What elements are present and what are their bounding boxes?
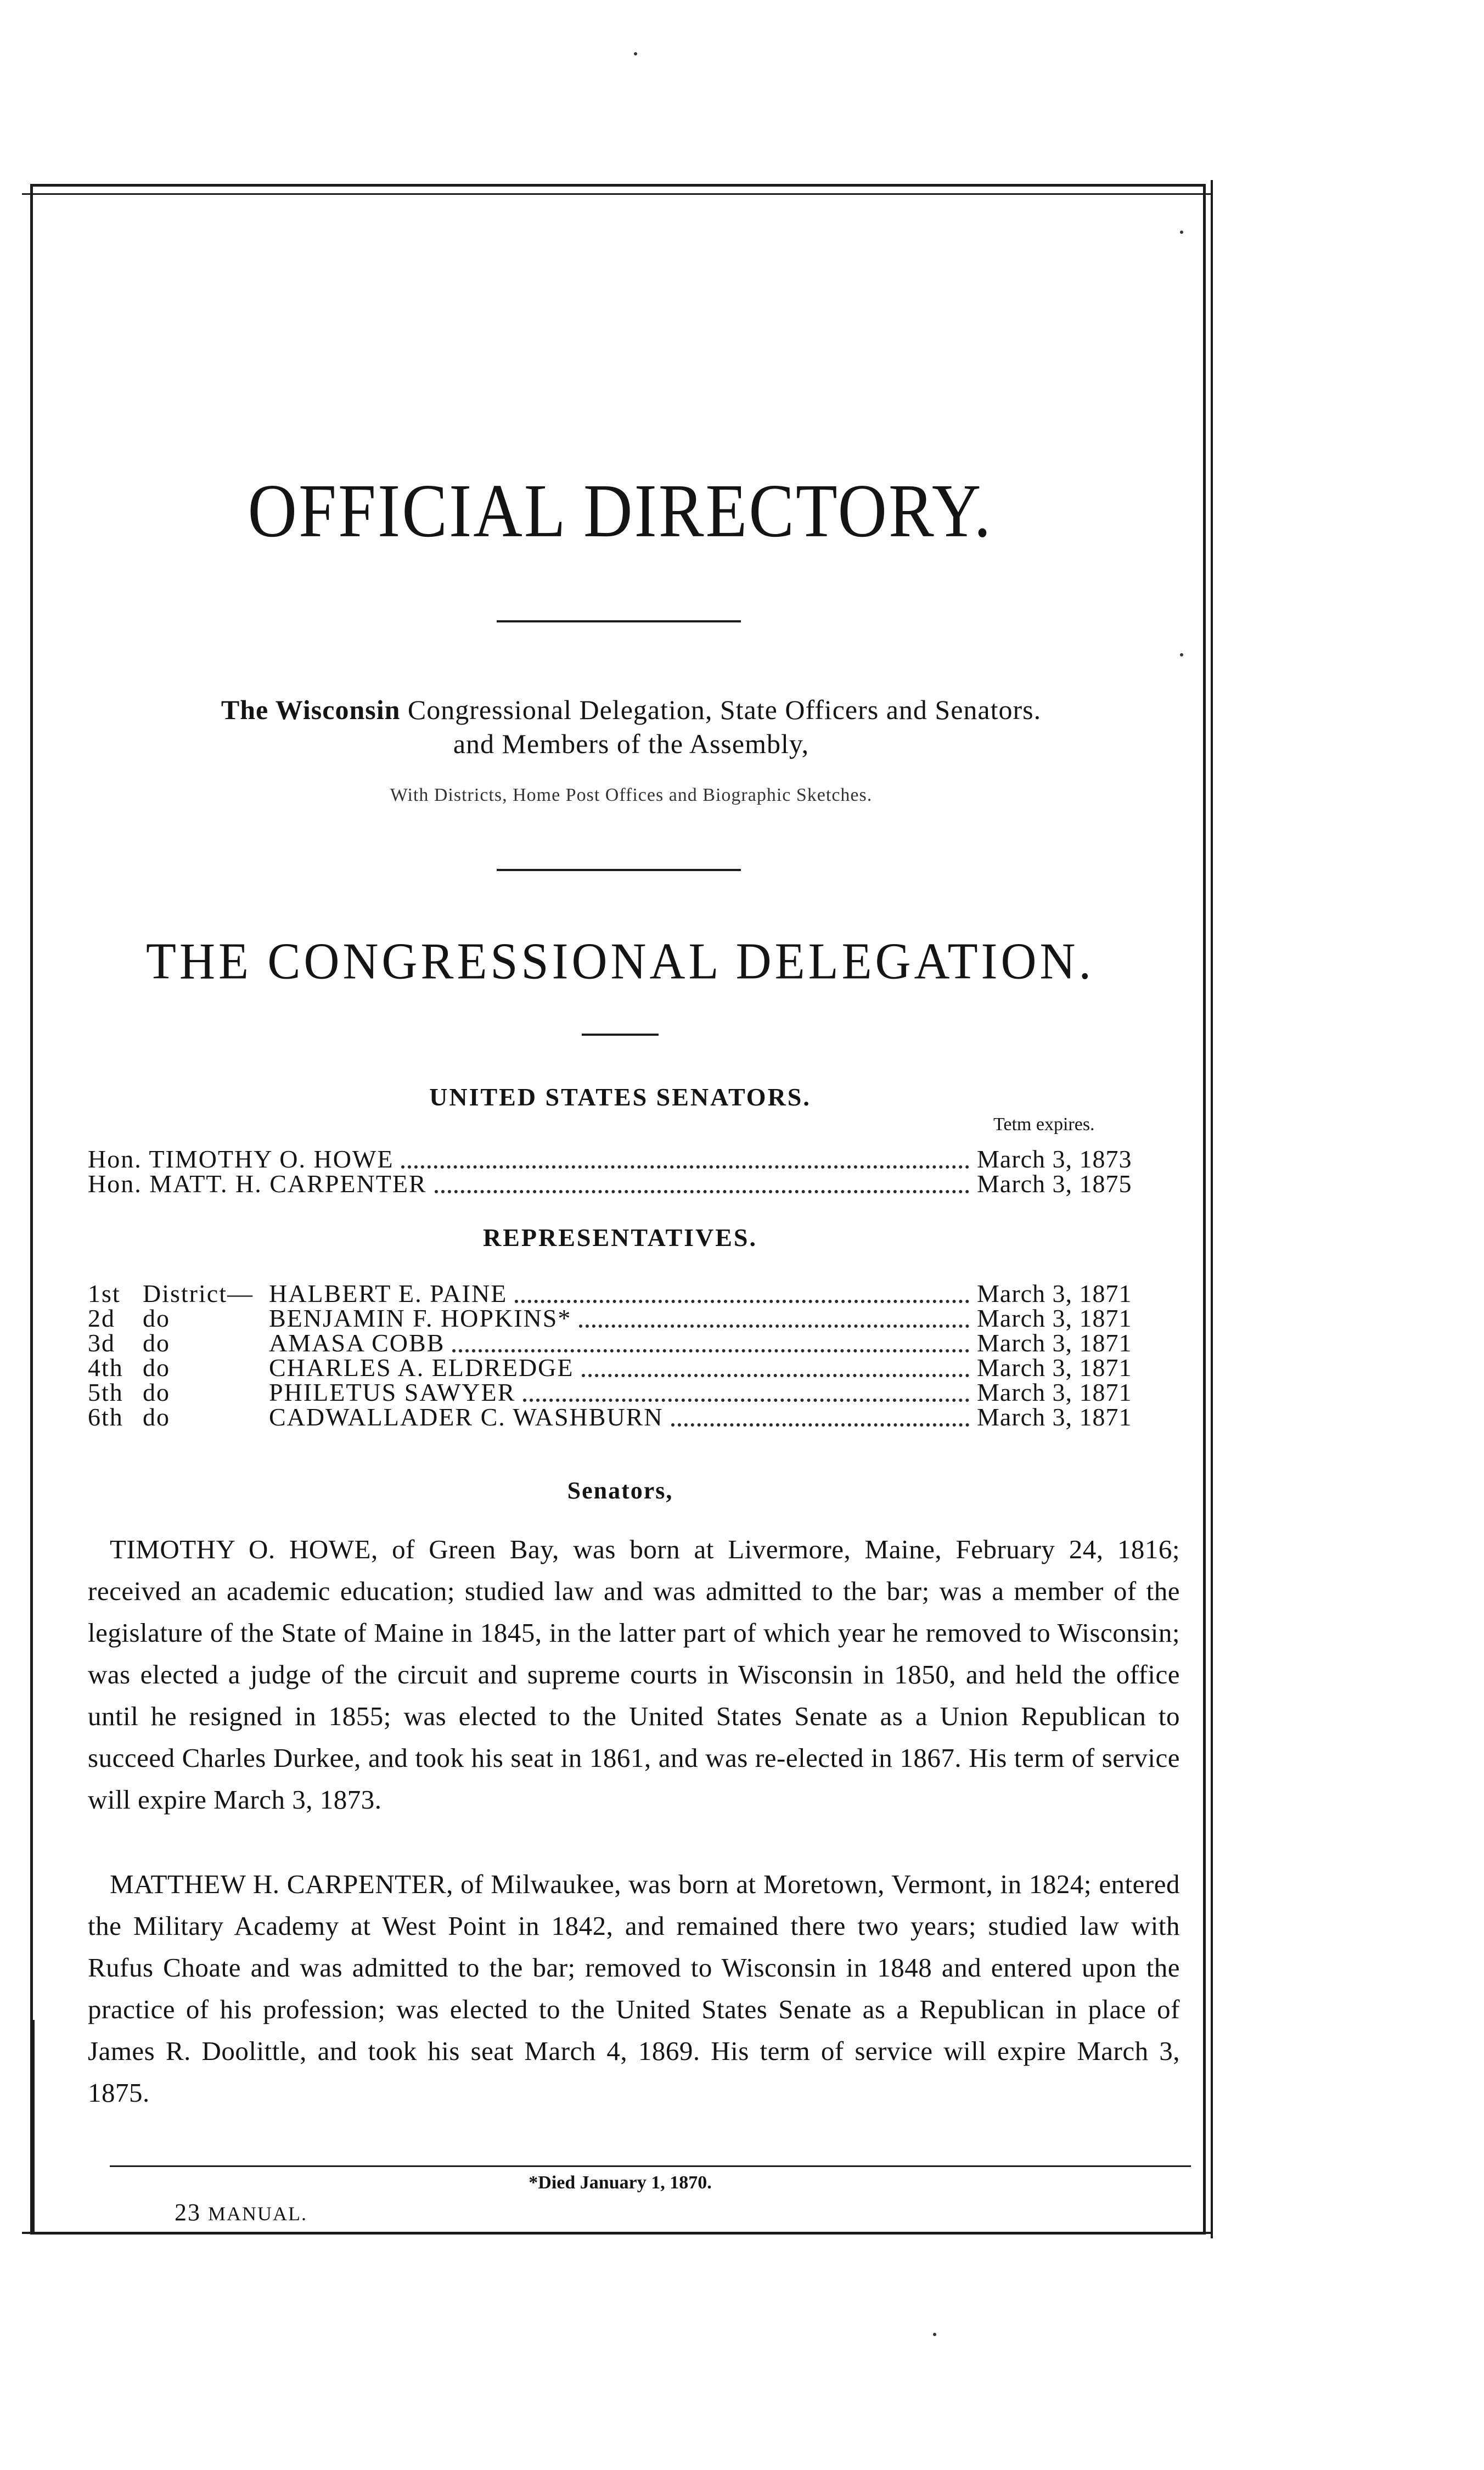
representative-name: BENJAMIN F. HOPKINS* xyxy=(269,1304,572,1332)
term-expires: March 3, 1871 xyxy=(977,1354,1132,1382)
signature-word: MANUAL. xyxy=(208,2203,307,2225)
leader-dots xyxy=(523,1399,969,1402)
district-label: 6th do xyxy=(88,1403,170,1431)
subtitle xyxy=(82,693,1180,761)
stray-mark xyxy=(933,2333,936,2336)
representatives-heading: REPRESENTATIVES. xyxy=(482,1223,758,1251)
subtitle-divider xyxy=(497,869,741,871)
district-label: 3d do xyxy=(88,1329,170,1357)
representative-name: CHARLES A. ELDREDGE xyxy=(269,1354,574,1382)
representative-name: PHILETUS SAWYER xyxy=(269,1378,516,1406)
representative-row xyxy=(88,1402,1180,1432)
leader-dots xyxy=(515,1300,969,1303)
signature-mark xyxy=(175,2198,307,2226)
footnote-rule xyxy=(110,2165,1191,2167)
subtitle-line2: and Members of the Assembly, xyxy=(453,728,810,759)
term-expires: March 3, 1871 xyxy=(977,1304,1132,1332)
leader-dots xyxy=(401,1165,969,1169)
biography-text: MATTHEW H. CARPENTER, of Milwaukee, was born at Moretown, Vermont, in 1824; entered the Military Academy at West Point in 1842, and remained there two years; studied law with Rufus Choate and was admitted to the bar; removed to Wisconsin in 1848 and entered upon the practice of his profession; was elected to the United States Senate as a Republican in place of James R. Doolittle, and took his seat March 4, 1869. His term of service will expire March 3, 1875. xyxy=(88,1869,1180,2108)
term-expires: March 3, 1875 xyxy=(977,1170,1132,1198)
biography-carpenter xyxy=(88,1863,1180,2114)
senator-name: Hon. MATT. H. CARPENTER xyxy=(88,1170,427,1198)
leader-dots xyxy=(452,1349,969,1352)
page-title: OFFICIAL DIRECTORY. xyxy=(248,468,993,553)
stray-mark xyxy=(1180,653,1183,656)
subtitle-note: With Districts, Home Post Offices and Biographic Sketches. xyxy=(390,785,873,805)
section-divider xyxy=(582,1034,659,1036)
subtitle-lead: The Wisconsin xyxy=(221,694,401,725)
stray-mark xyxy=(634,52,637,55)
senator-row xyxy=(88,1169,1180,1198)
representative-name: HALBERT E. PAINE xyxy=(269,1279,508,1307)
subtitle-text: Congressional Delegation, State Officers and Senators. xyxy=(407,694,1042,725)
district-label: 2d do xyxy=(88,1304,170,1332)
bottom-rule xyxy=(22,2232,1213,2234)
senators-heading: UNITED STATES SENATORS. xyxy=(429,1083,811,1111)
left-outer-rule xyxy=(33,2020,35,2234)
leader-dots xyxy=(579,1324,969,1328)
leader-dots xyxy=(582,1374,970,1377)
term-expires: March 3, 1871 xyxy=(977,1403,1132,1431)
footnote: *Died January 1, 1870. xyxy=(529,2173,712,2193)
senator-name: Hon. TIMOTHY O. HOWE xyxy=(88,1145,394,1173)
term-expires: March 3, 1873 xyxy=(977,1145,1132,1173)
district-label: 1st District— xyxy=(88,1279,254,1307)
representative-name: CADWALLADER C. WASHBURN xyxy=(269,1403,664,1431)
stray-mark xyxy=(1180,231,1183,234)
biography-text: TIMOTHY O. HOWE, of Green Bay, was born at Livermore, Maine, February 24, 1816; received an academic education; studied law and was admitted to the bar; was a member of the legislature of the State of Maine in 1845, in the latter part of which year he removed to Wisconsin; was elected a judge of the circuit and supreme courts in Wisconsin in 1850, and held the office until he resigned in 1855; was elected to the United States Senate as a Union Republican to succeed Charles Durkee, and took his seat in 1861, and was re-elected in 1867. His term of service will expire March 3, 1873. xyxy=(88,1534,1180,1815)
leader-dots xyxy=(671,1423,969,1427)
representative-name: AMASA COBB xyxy=(269,1329,445,1357)
district-label: 4th do xyxy=(88,1354,170,1382)
term-expires: March 3, 1871 xyxy=(977,1329,1132,1357)
title-divider xyxy=(497,620,741,622)
district-label: 5th do xyxy=(88,1378,170,1406)
term-expires: March 3, 1871 xyxy=(977,1378,1132,1406)
signature-number: 23 xyxy=(175,2199,201,2226)
biographies-heading: Senators, xyxy=(567,1477,673,1504)
term-label: Tetm expires. xyxy=(993,1114,1095,1135)
section-title: THE CONGRESSIONAL DELEGATION. xyxy=(145,933,1095,990)
biography-howe xyxy=(88,1529,1180,1821)
term-expires: March 3, 1871 xyxy=(977,1279,1132,1307)
leader-dots xyxy=(435,1190,969,1193)
